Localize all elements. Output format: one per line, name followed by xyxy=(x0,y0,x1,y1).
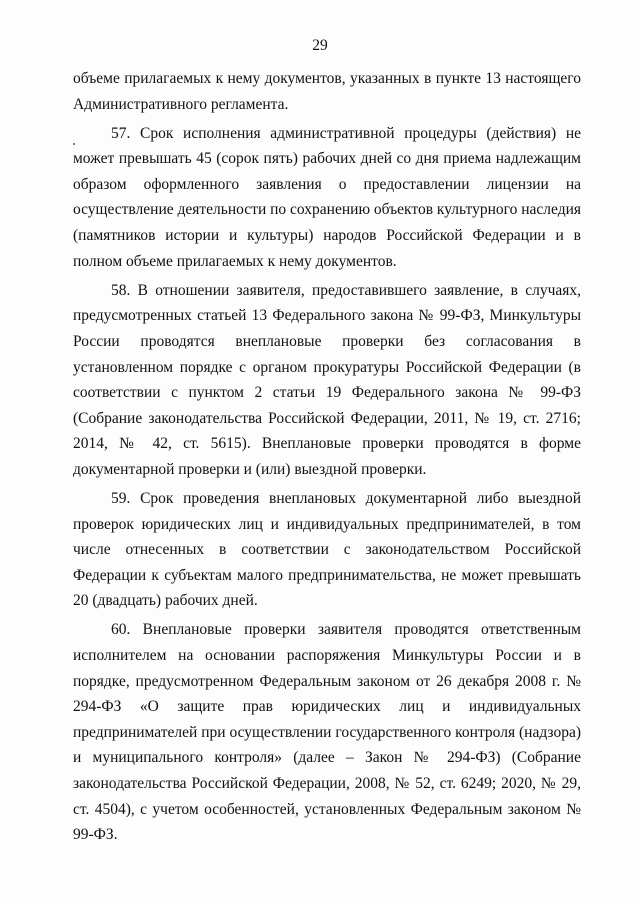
paragraph-60: 60. Внеплановые проверки заявителя проводятся ответственным исполнителем на основании распоряжения Минкультуры России и в порядке, предусмотренном Федеральным законом от 26 декабря 2008 г. № 294-ФЗ «О защите прав юридических лиц и индивидуальных предпринимателей при осуществлении государственного контроля (надзора) и муниципального контроля» (далее – Закон № 294-ФЗ) (Собрание законодательства Российской Федерации, 2008, № 52, ст. 6249; 2020, № 29, ст. 4504), с учетом особенностей, установленных Федеральным законом № 99-ФЗ. xyxy=(73,621,581,844)
paragraph-58: 58. В отношении заявителя, предоставившего заявление, в случаях, предусмотренных статьей 13 Федерального закона № 99-ФЗ, Минкультуры России проводятся внеплановые проверки без согласования в установленном порядке с органом прокуратуры Российской Федерации (в соответствии с пунктом 2 статьи 19 Федерального закона № 99-ФЗ (Собрание законодательства Российской Федерации, 2011, № 19, ст. 2716; 2014, № 42, ст. 5615). Внеплановые проверки проводятся в форме документарной проверки и (или) выездной проверки. xyxy=(73,281,581,478)
document-body xyxy=(73,66,581,851)
paragraph-57: 57. Срок исполнения административной процедуры (действия) не может превышать 45 (сорок пять) рабочих дней со дня приема надлежащим образом оформленного заявления о предоставлении лицензии на осуществление деятельности по сохранению объектов культурного наследия (памятников истории и культуры) народов Российской Федерации и в полном объеме прилагаемых к нему документов. xyxy=(73,124,581,270)
page-number: 29 xyxy=(312,37,328,54)
paragraph-59: 59. Срок проведения внеплановых документарной либо выездной проверок юридических лиц и индивидуальных предпринимателей, в том числе отнесенных в соответствии с законодательством Российской Федерации к субъектам малого предпринимательства, не может превышать 20 (двадцать) рабочих дней. xyxy=(73,490,581,610)
paragraph-continuation: объеме прилагаемых к нему документов, указанных в пункте 13 настоящего Административного регламента. xyxy=(73,70,581,113)
